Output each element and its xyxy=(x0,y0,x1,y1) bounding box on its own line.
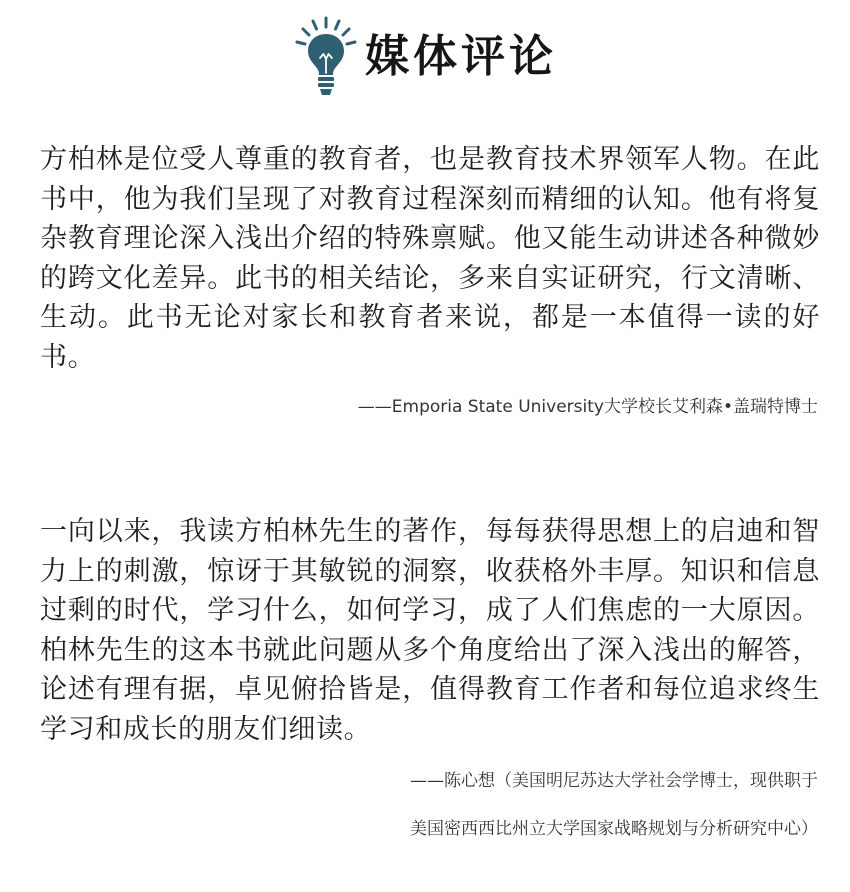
review-text: 方柏林是位受人尊重的教育者，也是教育技术界领军人物。在此书中，他为我们呈现了对教育过程深刻而精细的认知。他有将复杂教育理论深入浅出介绍的特殊禀赋。他又能生动讲述各种微妙的跨文化差异。此书的相关结论，多来自实证研究，行文清晰、生动。此书无论对家长和教育者来说，都是一本值得一读的好书。 xyxy=(40,144,820,373)
review-block-2 xyxy=(40,512,820,840)
review-attribution-line-2: 美国密西西比州立大学国家战略规划与分析研究中心） xyxy=(410,819,818,840)
review-attribution: ——Emporia State University大学校长艾利森•盖瑞特博士 xyxy=(357,397,818,417)
section-header xyxy=(0,14,850,98)
review-attribution-line-1: ——陈心想（美国明尼苏达大学社会学博士，现供职于 xyxy=(410,771,818,791)
review-block-1 xyxy=(40,140,820,417)
review-text: 一向以来，我读方柏林先生的著作，每每获得思想上的启迪和智力上的刺激，惊讶于其敏锐的洞察，收获格外丰厚。知识和信息过剩的时代，学习什么，如何学习，成了人们焦虑的一大原因。柏林先生的这本书就此问题从多个角度给出了深入浅出的解答，论述有理有据，卓见俯拾皆是，值得教育工作者和每位追求终生学习和成长的朋友们细读。 xyxy=(40,516,820,745)
section-title: 媒体评论 xyxy=(365,31,557,82)
lightbulb-icon xyxy=(293,14,359,98)
